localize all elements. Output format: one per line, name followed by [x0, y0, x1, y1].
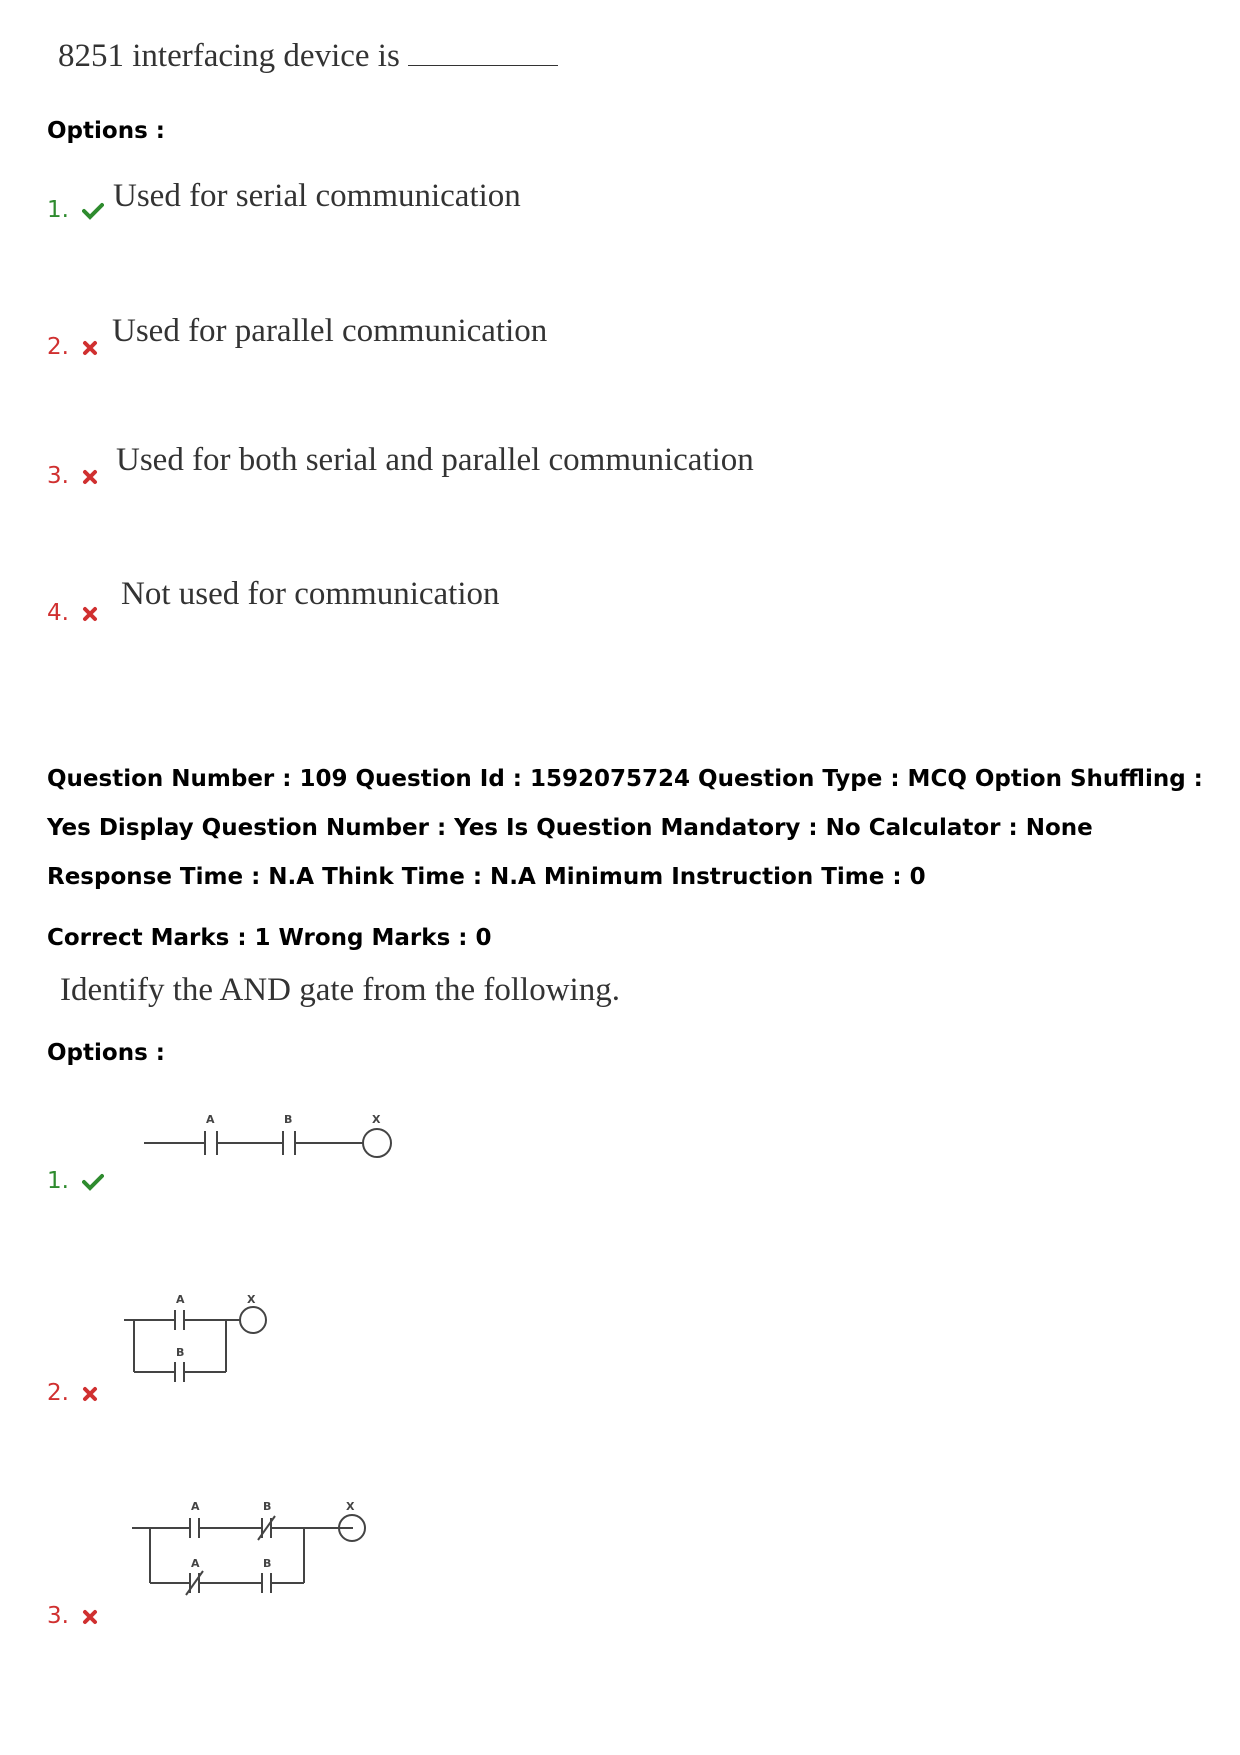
coil-x-label: X [247, 1293, 256, 1306]
contact-a-nc-label: A [191, 1557, 200, 1570]
marks-info: Correct Marks : 1 Wrong Marks : 0 [47, 925, 492, 951]
contact-b-label: B [263, 1500, 272, 1513]
option-4-text: Not used for communication [121, 576, 500, 612]
parallel-ladder-diagram [120, 1290, 280, 1395]
option-4-number: 4. [47, 600, 98, 626]
coil-x-label: X [372, 1113, 381, 1126]
q109-option-1-number: 1. [47, 1168, 104, 1194]
cross-icon [82, 1609, 98, 1625]
option-3-number: 3. [47, 463, 98, 489]
check-icon [82, 1173, 104, 1191]
option-1-number: 1. [47, 197, 104, 223]
q109-option-2-number: 2. [47, 1380, 98, 1406]
option-2-text: Used for parallel communication [112, 313, 548, 349]
contact-a-label: A [206, 1113, 215, 1126]
contact-b-label: B [284, 1113, 293, 1126]
answer-blank [408, 43, 558, 66]
options-label-109: Options : [47, 1040, 165, 1066]
question-text [58, 38, 558, 75]
option-3-text: Used for both serial and parallel communication [116, 442, 754, 478]
contact-b-label: B [176, 1346, 185, 1359]
cross-icon [82, 606, 98, 622]
coil-x-label: X [346, 1500, 355, 1513]
options-label: Options : [47, 118, 165, 144]
option-2-number: 2. [47, 334, 98, 360]
cross-icon [82, 1386, 98, 1402]
contact-a-label: A [191, 1500, 200, 1513]
contact-a-label: A [176, 1293, 185, 1306]
option-1-text: Used for serial communication [113, 178, 521, 214]
check-icon [82, 202, 104, 220]
contact-b-no-label: B [263, 1557, 272, 1570]
xor-ladder-diagram [128, 1488, 378, 1613]
cross-icon [82, 340, 98, 356]
question-meta: Question Number : 109 Question Id : 1592075724 Question Type : MCQ Option Shuffling : Yes Display Question Number : Yes Is Question Mandatory : No Calculator : None Response Time : N.A Think Time : N.A Minimum Instruction Time : 0 [47, 766, 1203, 890]
question-108-text: 8251 interfacing device is [58, 38, 400, 74]
cross-icon [82, 469, 98, 485]
q109-option-3-number: 3. [47, 1603, 98, 1629]
series-ladder-diagram [140, 1108, 400, 1168]
question-109-text: Identify the AND gate from the following. [60, 972, 620, 1008]
